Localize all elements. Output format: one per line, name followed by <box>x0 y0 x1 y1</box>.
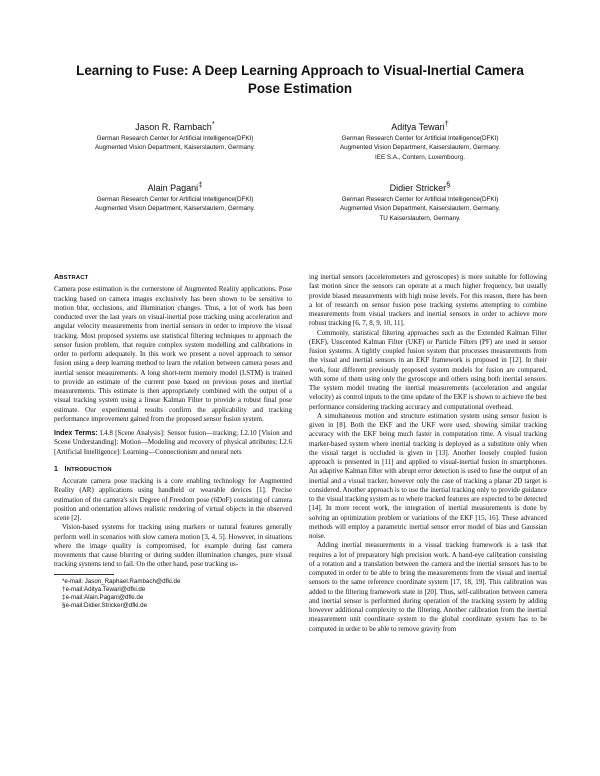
author-mark: § <box>446 180 451 189</box>
author-affiliation: German Research Center for Artificial Intelligence(DFKI) <box>96 196 254 203</box>
title-line-1: Learning to Fuse: A Deep Learning Approach to Visual-Inertial Camera <box>76 63 524 78</box>
body-paragraph-2: Commonly, statistical filtering approaches such as the Extended Kalman Filter (EKF), Unscented Kalman Filter (UKF) or Particle Filters (PF) are used in sensor fusion systems. A tightly coupled fusion system that processes measurements from the visual and inertial sensors in an EKF framework is proposed in [12]. In their work, four different previously proposed system models for fusion are compared, with some of them using only the gyroscope and others using both inertial sensors. The system model treating the inertial measurements (acceleration and angular velocity) as control inputs to the time update of the EKF is shown to achieve the best performance considering tracking accuracy and computational overhead. <box>309 328 547 411</box>
author-mark: ‡ <box>198 180 203 189</box>
author-affiliation: Augmented Vision Department, Kaiserslautern, Germany. <box>339 144 501 152</box>
author-affiliation: Augmented Vision Department, Kaiserslautern, Germany. <box>94 144 256 152</box>
author-name: Jason R. Rambach <box>135 122 212 132</box>
author-mark: * <box>211 119 215 128</box>
body-paragraph-4: Adding inertial measurements in a visual tracking framework is a task that requires a lot of preparatory high precision work. A hand-eye calibration consisting of a rotation and a translation between the camera and the inertial sensors has to be computed in order to be able to bring the measurements from the visual and inertial sensors to the same reference coordinate system [17, 18, 19]. This calibration was added to the filtering framework state in [20]. Thus, self-calibration between camera and inertial sensor is performed during operation of the tracking system by adding however additional complexity to the filtering. Another calibration from the inertial measurement unit coordinate system to the global coordinate system has to be computed in order to be able to remove gravity from <box>309 541 547 633</box>
footnote-tewari: †e-mail:Aditya.Tewari@dfki.de <box>62 585 146 593</box>
footnotes <box>54 578 292 610</box>
abstract-text: Camera pose estimation is the cornerstone of Augmented Reality applications. Pose tracking based on camera images exclusively has been shown to be sensitive to motion blur, occlusions, and illumination changes. Thus, a lot of work has been conducted over the last years on visual-inertial pose tracking using acceleration and angular velocity measurements from inertial sensors in order to improve the visual tracking. Most proposed systems use statistical filtering techniques to approach the sensor fusion problem, that require complex system modelling and calibrations in order to perform adequately. In this work we present a novel approach to sensor fusion using a deep learning method to learn the relation between camera poses and inertial sensor measurements. A long short-term memory model (LSTM) is trained to provide an estimate of the current pose based on previous poses and inertial measurements. This estimate is then appropriately combined with the output of a visual tracking system using a linear Kalman Filter to provide a robust final pose estimate. Our experimental results confirm the applicability and tracking performance improvement gained from the proposed sensor fusion system. <box>54 285 292 423</box>
intro-heading: 1 INTRODUCTION <box>54 465 112 473</box>
abstract-heading: ABSTRACT <box>54 274 89 281</box>
footnote-pagani: ‡e-mail:Alain.Pagani@dfki.de <box>62 593 144 601</box>
author-block-rambach <box>50 118 300 153</box>
index-terms-text: I.4.8 [Scene Analysis]: Sensor fusion—tracking; I.2.10 [Vision and Scene Understanding]: Motion—Modeling and recovery of physical attributes; I.2.6 [Artificial Intelligence]: Learning—Connectionism and neural nets <box>54 429 293 456</box>
author-affiliation: Augmented Vision Department, Kaiserslautern, Germany. <box>339 205 501 213</box>
author-affiliation: German Research Center for Artificial Intelligence(DFKI) <box>96 135 254 142</box>
footnote-rambach: *e-mail: Jason_Raphael.Rambach@dfki.de <box>62 577 181 585</box>
right-column <box>309 273 547 634</box>
paper-title <box>40 62 560 98</box>
body-paragraph-3: A simultaneous motion and structure estimation system using sensor fusion is given in [8]. Both the EKF and the UKF were used, showing similar tracking accuracy with the EKF being much faster in computation time. A visual tracking marker-based system where inertial tracking is deployed as a substitute only when the visual target is occluded is given in [13]. Another loosely coupled fusion approach is presented in [11] and applied to visual-inertial fusion in smartphones. An adaptive Kalman filter with abrupt error detection is used to fuse the output of an inertial and a visual tracker, however only the case of tracking a planar 2D target is considered. Another approach is to use the inertial tracking only to provide guidance to the visual tracking system as to where tracked features are expected to be detected [14]. In more recent work, the integration of inertial measurements is done by solving an optimization problem or variations of the EKF [15, 16]. These advanced methods will employ a parametric inertial sensor error model of bias and Gaussian noise. <box>309 411 547 540</box>
index-terms-label: Index Terms: <box>54 430 98 437</box>
body-paragraph-1: ing inertial sensors (accelerometers and gyroscopes) is more suitable for following fast motion since the sensors can operate at a much higher frequency, but usually provide biased measurements with high noise levels. For this reason, there has been a lot of research on sensor fusion pose tracking systems attempting to combine measurements from visual trackers and inertial sensors in order to achieve more robust tracking [6, 7, 8, 9, 10, 11]. <box>309 273 547 328</box>
author-name: Aditya Tewari <box>391 122 445 132</box>
author-name: Didier Stricker <box>389 183 447 193</box>
author-block-stricker <box>295 179 545 223</box>
footnote-stricker: §e-mail:Didier.Stricker@dfki.de <box>62 601 148 609</box>
title-line-2: Pose Estimation <box>247 81 353 96</box>
author-affiliation: Augmented Vision Department, Kaiserslautern, Germany. <box>94 205 256 213</box>
author-affiliation: TU Kaiserslautern, Germany. <box>379 214 461 222</box>
author-name: Alain Pagani <box>147 183 199 193</box>
author-affiliation: German Research Center for Artificial Intelligence(DFKI) <box>341 135 499 142</box>
author-block-pagani <box>50 179 300 214</box>
intro-paragraph-1: Accurate camera pose tracking is a core enabling technology for Augmented Reality (AR) applications using handheld or wearable devices [1]. Precise estimation of the camera's six Degree of Freedom pose (6DoF) consisting of camera position and orientation allows realistic rendering of virtual objects in the observed scene [2]. <box>54 477 292 522</box>
intro-paragraph-2: Vision-based systems for tracking using markers or natural features generally perform well in scenarios with slow camera motion [3, 4, 5]. However, in situations where the image quality is compromised, for example during fast camera movements that cause blurring or during sudden illumination changes, pure visual tracking systems tend to fail. On the other hand, pose tracking us- <box>54 523 292 569</box>
index-terms <box>54 429 292 457</box>
author-block-tewari <box>295 118 545 162</box>
author-affiliation: German Research Center for Artificial Intelligence(DFKI) <box>341 196 499 203</box>
left-column <box>54 273 292 610</box>
author-affiliation: IEE S.A., Contern, Luxembourg. <box>375 153 465 161</box>
footnote-rule <box>54 574 114 575</box>
author-mark: † <box>444 119 449 128</box>
